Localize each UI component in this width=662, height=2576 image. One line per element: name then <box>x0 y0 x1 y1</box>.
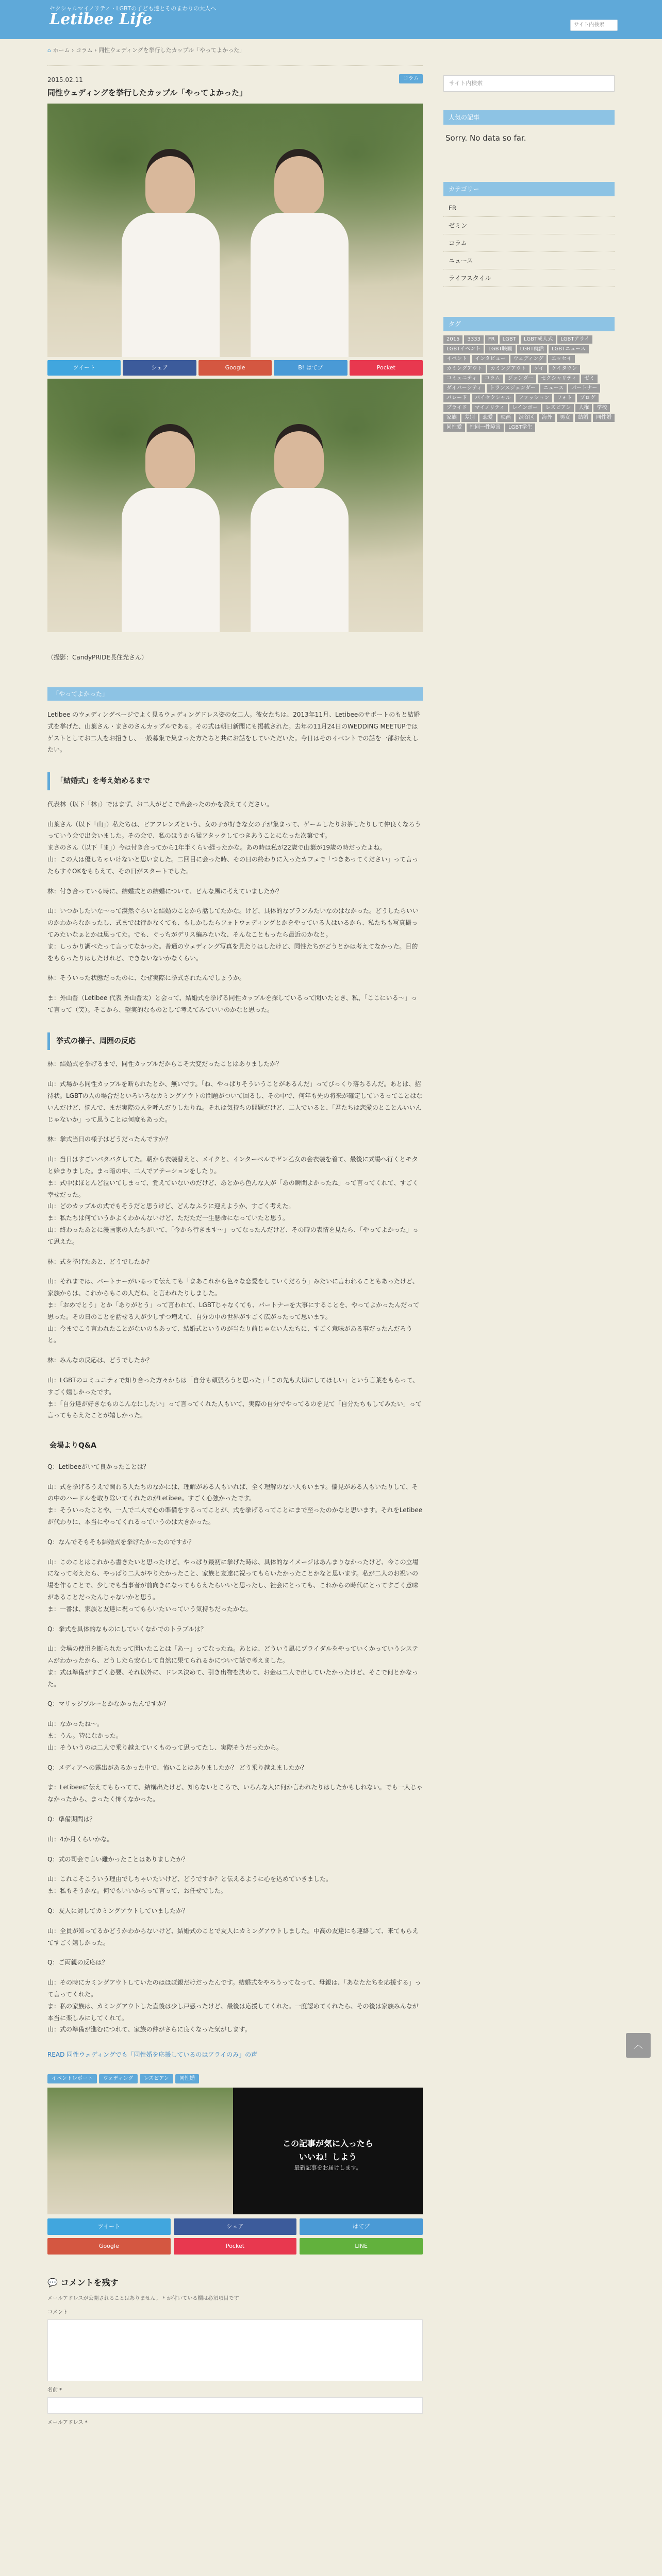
facebook-like-box <box>47 2088 423 2214</box>
cloud-tag[interactable]: フォト <box>554 394 575 402</box>
line-share-button[interactable]: LINE <box>300 2238 423 2255</box>
hatena-share-button[interactable]: B! はてブ <box>274 360 347 376</box>
breadcrumb <box>47 45 423 66</box>
name-input[interactable] <box>47 2397 423 2414</box>
cloud-tag[interactable]: トランスジェンダー <box>487 384 539 393</box>
article-paragraph: Q：ご両親の反応は？ <box>47 1959 108 1967</box>
site-tagline: セクシャルマイノリティ・LGBTの子ども達とそのまわりの大人へ <box>49 5 217 12</box>
photo-background <box>47 379 423 632</box>
article-paragraph: 山：当日はすごいバタバタしてた。朝から衣装替えと、メイクと、インターベルでゼン乙女の会衣装を着て、最後に式場へ行くとモタと始まりました。まっ暗の中、二人でアテーションをしたり。 ま：式中はほとんど泣いてしまって、覚えていないのだけど、あとから色んな人が「あの瞬間よかったね」って言ってくれて、すごく幸せだった。 山：どのカップルの式でもそうだと思うけど、どんなふうに迎えようか、すごく考えた。 ま：私たちは何ていうかよくわかんないけど、ただただ一生懸命になっていたと思う。 山：終わったあとに漫画家の人たちがいて、「今から行きます～」ってなったんだけど、その時の表情を見たら、「やってよかった」って思えた。 <box>47 1156 419 1245</box>
cloud-tag[interactable]: 2015 <box>443 335 462 344</box>
article-paragraph: Q：挙式を具体的なものにしていくなかでのトラブルは？ <box>47 1625 207 1633</box>
section-heading: 会場よりQ&A <box>49 1442 96 1450</box>
section-heading: 「結婚式」を考え始めるまで <box>47 772 423 790</box>
cloud-tag[interactable]: 学校 <box>593 404 610 412</box>
cloud-tag[interactable]: LGBTイベント <box>443 345 484 353</box>
cloud-tag[interactable]: FR <box>485 335 498 344</box>
cloud-tag[interactable]: 家族 <box>443 414 460 422</box>
cloud-tag[interactable]: ゲイタウン <box>549 365 580 373</box>
comment-label: コメント <box>47 2310 68 2316</box>
cloud-tag[interactable]: LGBT就活 <box>517 345 547 353</box>
person-left <box>109 135 233 357</box>
comment-icon: 💬 <box>47 2278 61 2288</box>
article-paragraph: 山：このことはこれから書きたいと思ったけど、やっぱり最初に挙げた時は、具体的なイメージはあんまりなかったけど、今この立場になって考えたら、やっぱり二人がやりたかったこと、家族と友達に祝ってもらいたかったことかなと思います。私が二人のお祝いの場を作ることで、少しでも当事者が前向きになってもらえたらいいと思ったし、社会にとっても、これからの時代にとってすごく意味があることだったんじゃないかと思う。 ま：一番は、家族と友達に祝ってもらいたいっていう気持ちだったかな。 <box>47 1558 419 1613</box>
article-paragraph: 山：4か月くらいかな。 <box>47 1835 113 1843</box>
cloud-tag[interactable]: 同性愛 <box>443 423 465 432</box>
category-item[interactable]: FR <box>443 199 615 217</box>
cloud-tag[interactable]: コミュニティ <box>443 375 480 383</box>
article-paragraph: 山：それまでは、パートナーがいるって伝えても「まあこれから色々な恋愛をしていくだろう」みたいに言われることもあったけど、家族からは、これからもこの人だね、と言われたりしました。 ま：「おめでとう」とか「ありがとう」って言われて、LGBTじゃなくても、パートナーを大事にすることを、やってよかったんだって思った。その日のことを話せる人が少しずつ増えて、自分の中の世界がすごく広がったって思います。 山：今までこう言われたことがないのもあって、結婚式というのが当たり前じゃない人たちに、すごく意味がある事だったんだろうと。 <box>47 1278 420 1344</box>
article-paragraph: 山：会場の使用を断られたって聞いたことは「あー」ってなったね。あとは、どういう風にブライダルをやっていくかっていうシステムがわかったから、どうしたら安心して自然に果てられるかについて話で考えました。 ま：式は準備がすごく必要、それ以外に、ドレス決めて、引き出物を決めて、お金は二人で出していたかったけど、そこで何とかなった。 <box>47 1645 419 1688</box>
site-header <box>0 0 662 39</box>
person-right <box>238 135 362 357</box>
cloud-tag[interactable]: イベント <box>443 355 470 363</box>
cloud-tag[interactable]: カミングアウト <box>443 365 486 373</box>
category-heading: カテゴリー <box>443 182 615 196</box>
like-box-line1: この記事が気に入ったら <box>282 2139 373 2149</box>
person-right <box>238 411 362 632</box>
article-paragraph: 山：なかったね～。 ま：うん。特になかった。 山：そういうのは二人で乗り越えていくものって思ってたし、実際そうだったから。 <box>47 1720 283 1751</box>
article-paragraph: 山：LGBTのコミュニティで知り合った方々からは「自分も頑張ろうと思った」「この先も大切にしてほしい」という言葉をもらって、すごく嬉しかったです。 ま：「自分達が好きなものこんなにしたい」って言ってくれた人もいて、実際の自分でやってるのを見て「自分たちもしてみたい」って言ってもらえたことが嬉しかった。 <box>47 1376 422 1419</box>
cloud-tag[interactable]: ゼミ <box>581 375 598 383</box>
cloud-tag[interactable]: LGBTニュース <box>549 345 589 353</box>
article-paragraph: 山：式場から同性カップルを断られたとか、無いです。「ね、やっぱりそういうことがあるんだ」ってびっくり落ちるんだ。あとは、招待状。LGBTの人の場合だといろいろなカミングアウトの問題がついて回るし、その中で、何年も先の将来が確定しているってことはないんだけど、悩んで、まだ実際の人を呼んだりしたりね。それは気持ちの問題だけど、二人でいると、「君たちは恋愛のとことんいいんじゃないか」って思うことは何度もあった。 <box>47 1080 423 1123</box>
article-paragraph: Q：メディアへの露出があるかった中で、怖いことはありましたか？ どう乗り越えましたか？ <box>47 1764 307 1771</box>
post-tag[interactable]: イベントレポート <box>47 2074 97 2083</box>
breadcrumb-separator: › <box>94 47 99 54</box>
popular-heading: 人気の記事 <box>443 110 615 125</box>
breadcrumb-item-current: 同性ウェディングを挙行したカップル「やってよかった」 <box>98 47 245 54</box>
article-paragraph: 代表林（以下「林」）ではまず、お二人がどこで出会ったのかを教えてください。 <box>47 800 273 808</box>
cloud-tag[interactable]: 同性婚 <box>593 414 615 422</box>
pocket-share-button[interactable]: Pocket <box>350 360 423 376</box>
article-paragraph: 山：式を挙げるうえで関わる人たちのなかには、理解がある人もいれば、全く理解のない人もいます。偏見がある人もいたりして、その中のハードルを取り除いてくれたのがLetibee。すごく心強かったです。 ま：そういったことや、一人で二人で心の準備をするってことが、式を挙げるってことにまで至ったのかなと思います。それをLetibeeが代わりに、本当にやってくれるっていうのは大きかった。 <box>47 1483 423 1526</box>
cloud-tag[interactable]: LGBT成人式 <box>521 335 556 344</box>
cloud-tag[interactable]: バイセクシャル <box>472 394 514 402</box>
facebook-share-button[interactable]: シェア <box>123 360 196 376</box>
tag-heading: タグ <box>443 317 615 331</box>
tag-cloud <box>443 335 615 432</box>
home-icon: ⌂ <box>47 47 51 54</box>
sidebar-search-input[interactable]: サイト内検索 <box>443 75 615 92</box>
post-tag[interactable]: 同性婚 <box>175 2074 199 2083</box>
article-paragraph: Q：式の司会で言い難かったことはありましたか？ <box>47 1855 189 1863</box>
popular-empty-text: Sorry. No data so far. <box>445 133 526 143</box>
post-tags <box>47 2074 423 2083</box>
facebook-share-button[interactable]: シェア <box>174 2218 297 2235</box>
category-item[interactable]: ニュース <box>443 252 615 269</box>
article-paragraph: 林：挙式当日の様子はどうだったんですか？ <box>47 1136 172 1143</box>
post-tag[interactable]: ウェディング <box>99 2074 138 2083</box>
article-paragraph: Q：Letibeeがいて良かったことは？ <box>47 1463 150 1470</box>
second-photo <box>47 379 423 632</box>
twitter-share-button[interactable]: ツイート <box>47 2218 171 2235</box>
cloud-tag[interactable]: LGBTアライ <box>557 335 592 344</box>
related-read-link[interactable]: READ 同性ウェディングでも「同性婚を応援しているのはアライのみ」の声 <box>47 2051 258 2059</box>
like-box-line2[interactable]: いいね！しよう <box>299 2151 357 2162</box>
cloud-tag[interactable]: パートナー <box>568 384 600 393</box>
main-content <box>47 39 423 2428</box>
photo-credit: （撮影：CandyPRIDE長住光さん） <box>47 654 147 662</box>
cloud-tag[interactable]: ジェンダー <box>505 375 536 383</box>
cloud-tag[interactable]: LGBT学生 <box>505 423 535 432</box>
category-item[interactable]: ゼミン <box>443 217 615 234</box>
cloud-tag[interactable]: 海外 <box>539 414 555 422</box>
cloud-tag[interactable]: LGBT <box>500 335 519 344</box>
header-search-input[interactable]: サイト内検索 <box>570 20 618 31</box>
breadcrumb-item-home[interactable]: ホーム <box>53 47 70 54</box>
cloud-tag[interactable]: ブログ <box>577 394 599 402</box>
cloud-tag[interactable]: パレード <box>443 394 470 402</box>
cloud-tag[interactable]: 恋愛 <box>479 414 496 422</box>
post-meta <box>47 74 423 86</box>
cloud-tag[interactable]: 男女 <box>557 414 573 422</box>
hero-photo <box>47 104 423 357</box>
cloud-tag[interactable]: レインボー <box>509 404 541 412</box>
comment-note: メールアドレスが公開されることはありません。 * が付いている欄は必須項目です <box>47 2296 239 2302</box>
section-heading: 挙式の様子、周囲の反応 <box>47 1032 423 1050</box>
article-paragraph: 林：みんなの反応は、どうでしたか？ <box>47 1357 153 1364</box>
name-label: 名前 * <box>47 2387 62 2394</box>
cloud-tag[interactable]: 人権 <box>575 404 592 412</box>
google-share-button[interactable]: Google <box>198 360 272 376</box>
cloud-tag[interactable]: セクシャリティ <box>538 375 580 383</box>
intro-paragraph: Letibee のウェディングページでよく見るウェディングドレス姿の女二人。彼女たちは、2013年11月、Letibeeのサポートのもと結婚式を挙げた、山葉さん・まさのさんカップルである。その式は朝日新聞にも掲載された。去年の11月24日のWEDDING MEETUPではゲストとしてお二人をお招きし、一般募集で集まった方たちと共にお話をしていただいた。今日はそのイベントでの話を一部お伝えしたい。 <box>47 711 420 754</box>
cloud-tag[interactable]: ファッション <box>516 394 553 402</box>
article-paragraph: Q：なんでそもそも結婚式を挙げたかったのですか？ <box>47 1538 195 1546</box>
cloud-tag[interactable]: ウェディング <box>510 355 547 363</box>
comment-title-text: コメントを残す <box>60 2278 119 2288</box>
hatena-share-button[interactable]: はてブ <box>300 2218 423 2235</box>
article-paragraph: ま：Letibeeに伝えてもらってて、結構出たけど、知らないところで、いろんな人に何か言われたりはしたかもしれない。でも一人じゃなかったから、まったく怖くなかった。 <box>47 1784 423 1803</box>
cloud-tag[interactable]: ダイバーシティ <box>443 384 485 393</box>
cloud-tag[interactable]: 結婚 <box>575 414 591 422</box>
photo-background <box>47 104 423 357</box>
cloud-tag[interactable]: インタビュー <box>472 355 509 363</box>
article-paragraph: 林：そういった状態だったのに、なぜ実際に挙式されたんでしょうか。 <box>47 974 246 982</box>
category-badge[interactable]: コラム <box>399 74 423 83</box>
scroll-top-button[interactable]: ︿ <box>626 2033 651 2058</box>
cloud-tag[interactable]: 渋谷区 <box>516 414 537 422</box>
share-row-top <box>47 360 423 376</box>
article-paragraph: 山：全員が知ってるかどうかわからないけど、結婚式のことで友人にカミングアウトしました。中高の友達にも連絡して、来てもらえてすごく嬉しかった。 <box>47 1927 419 1946</box>
category-list <box>443 199 615 287</box>
article-paragraph: 林：結婚式を挙げるまで、同性カップルだからこそ大変だったことはありましたか？ <box>47 1060 283 1068</box>
post-title: 同性ウェディングを挙行したカップル「やってよかった」 <box>47 88 247 97</box>
cloud-tag[interactable]: 3333 <box>464 335 483 344</box>
breadcrumb-separator: › <box>71 47 76 54</box>
article-paragraph: 山葉さん（以下「山」）私たちは、ビアフレンズという、女の子が好きな女の子が集まって、ゲームしたりお茶したりして仲良くなろうっていう会で出会いました。その会で、私のほうから猛アタックしてつきあうことになった次第です。 まさのさん（以下「ま」）今は付き合ってから1年半くらい経ったかな。あの時は私が22歳で山葉が19歳の時だったよね。 山：この人は優しちゃいけないと思いました。二回目に会った時、その日の終わりに入ったカフェで「つきあってください」って言ったらすぐOKをもらえて、その日がスタートでした。 <box>47 820 421 875</box>
quote-label: 「やってよかった」 <box>47 687 423 701</box>
article-paragraph: 林：付き合っている時に、結婚式との結婚について、どんな風に考えていましたか？ <box>47 887 283 895</box>
like-box-small: 最新記事をお届けします。 <box>294 2164 362 2172</box>
person-left <box>109 411 233 632</box>
article-paragraph: 林：式を挙げたあと、どうでしたか？ <box>47 1258 153 1265</box>
cloud-tag[interactable]: レズビアン <box>542 404 574 412</box>
email-label: メールアドレス * <box>47 2420 88 2426</box>
comment-title <box>47 2275 423 2291</box>
category-item[interactable]: コラム <box>443 234 615 252</box>
article-sections <box>47 772 423 2036</box>
article-paragraph: 山：いつかしたいな～って漠然ぐらいと結婚のことから話してたかな。けど、具体的なプランみたいなのはなかった。どうしたらいいのかわからなかったし、式までは行かなくても、もしかしたらフォトウェディングとかをやっている人はいるから、私たちも写真撮ってみたいなぁとかは思ってた。でも、ぐっちがデリス編みたいな、そんなこともったら最近のかなと。 ま：しっかり調べたって言ってなかった。普通のウェディング写真を見たりはしたけど、同性たちがどうとかは考えてなかった。目的をもらったりはしたけれど、できないないかなくらい。 <box>47 907 419 962</box>
cloud-tag[interactable]: LGBT映画 <box>485 345 515 353</box>
share-grid-bottom <box>47 2218 423 2255</box>
cloud-tag[interactable]: エッセイ <box>548 355 575 363</box>
cloud-tag[interactable]: ゲイ <box>531 365 547 373</box>
article-paragraph: Q：準備期間は？ <box>47 1816 96 1823</box>
like-box-photo <box>47 2088 233 2214</box>
breadcrumb-item-category[interactable]: コラム <box>75 47 93 54</box>
cloud-tag[interactable]: マイノリティ <box>472 404 508 412</box>
site-logo[interactable]: Letibee Life <box>49 10 153 28</box>
pocket-share-button[interactable]: Pocket <box>174 2238 297 2255</box>
post-date: 2015.02.11 <box>47 76 83 83</box>
article-paragraph: Q：友人に対してカミングアウトしていましたか？ <box>47 1907 189 1915</box>
like-box-text <box>233 2088 423 2214</box>
cloud-tag[interactable]: ニュース <box>540 384 567 393</box>
comment-textarea[interactable] <box>47 2319 423 2381</box>
sidebar <box>443 75 615 432</box>
article-paragraph: 山：これこそこういう理由でしちゃいたいけど、どうですか？と伝えるように心を込めていきました。 ま：私もそうかな。何でもいいからって言って、お任せでした。 <box>47 1875 333 1895</box>
cloud-tag[interactable]: コラム <box>482 375 503 383</box>
article-paragraph: 山：その時にカミングアウトしていたのはほぼ親だけだったんです。結婚式をやろうってなって、母親は、「あなたたちを応援する」って言ってくれた。 ま：私の家族は、カミングアウトした直後は少し戸惑ったけど、最後は応援してくれた。一度認めてくれたら、その後は家族みんなが本当に楽しみにしてくれて。 山：式の準備が進むにつれて、家族の仲がさらに良くなった気がします。 <box>47 1979 421 2033</box>
cloud-tag[interactable]: 差別 <box>461 414 478 422</box>
article-paragraph: ま：外山晋（Letibee 代表 外山晋太）と会って、結婚式を挙げる同性カップルを探しているって聞いたとき、私、「ここにいる～」って言って（笑）。そこから、望実的なものとして考えてみていいのかなと思った。 <box>47 994 417 1014</box>
post-tag[interactable]: レズビアン <box>140 2074 173 2083</box>
article-paragraph: Q：マリッジブルーとかなかったんですか？ <box>47 1700 170 1708</box>
twitter-share-button[interactable]: ツイート <box>47 360 121 376</box>
cloud-tag[interactable]: 性同一性障害 <box>467 423 504 432</box>
category-item[interactable]: ライフスタイル <box>443 269 615 287</box>
cloud-tag[interactable]: 映画 <box>498 414 514 422</box>
cloud-tag[interactable]: プライド <box>443 404 470 412</box>
cloud-tag[interactable]: カミングアウト <box>487 365 529 373</box>
google-share-button[interactable]: Google <box>47 2238 171 2255</box>
